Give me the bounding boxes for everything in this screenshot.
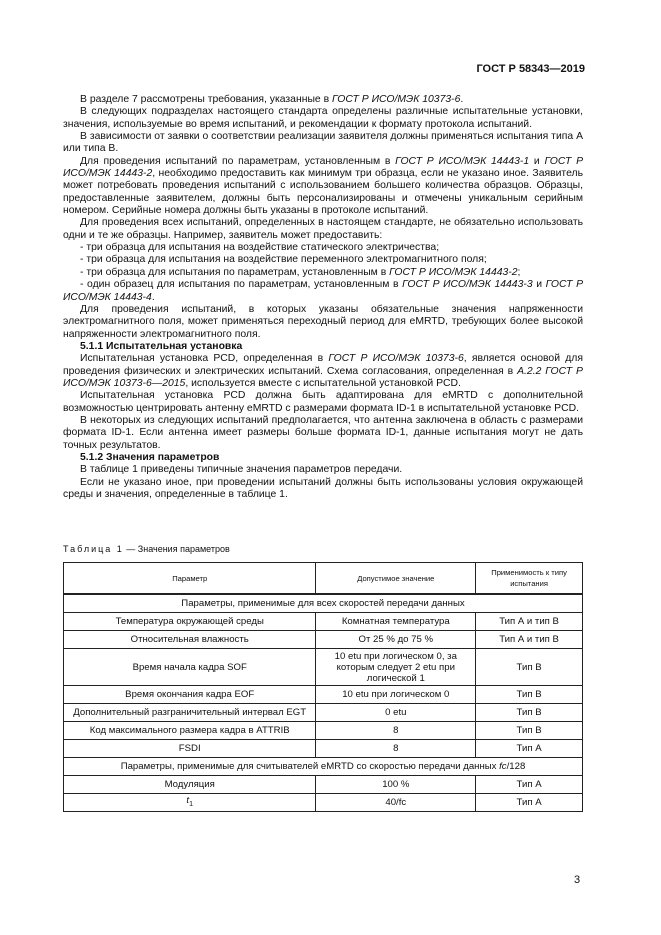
text-run: Для проведения испытаний по параметрам, установленным в [80, 155, 396, 167]
paragraph [63, 415, 583, 452]
text-run: . [460, 94, 464, 105]
text-run: . [151, 291, 155, 303]
table-row [64, 776, 583, 794]
standard-reference: А.2.2 ГОСТ Р ИСО/МЭК 10373-6—2015 [63, 365, 583, 389]
table-row [64, 740, 583, 758]
table-row [64, 722, 583, 740]
standard-reference: ГОСТ Р ИСО/МЭК 14443-1 [395, 155, 530, 167]
text-run: Испытательная установка PCD должна быть адаптирована для eMRTD с дополнительной возможностью центрировать антенну eMRTD с размерами формата ID-1 в испытательной установке PCD. [63, 390, 583, 414]
value-cell: 40/fc [316, 794, 476, 812]
paragraph [63, 94, 583, 106]
applicability-cell: Тип В [476, 704, 583, 722]
parameter-cell: Температура окружающей среды [64, 613, 316, 631]
text-run: Испытательная установка PCD, определенная в [80, 353, 329, 365]
group-heading-part: fc [499, 761, 507, 772]
paragraph [63, 267, 583, 279]
paragraphs-a [63, 94, 583, 341]
parameter-cell: Модуляция [64, 776, 316, 794]
standard-reference: ГОСТ Р ИСО/МЭК 14443-4 [63, 279, 584, 303]
text-run: Для проведения испытаний, в которых указаны обязательные значения напряженности электромагнитного поля, может применяться переходный период для eMRTD, требующих более высокой напряженности электромагнитного поля. [63, 303, 583, 340]
text-run: - три образца для испытания по параметрам, установленным в [80, 266, 390, 278]
paragraph [63, 353, 583, 390]
text-run: , используется вместе с испытательной установкой PCD. [185, 377, 461, 389]
group-heading-part: /128 [506, 761, 526, 772]
paragraph [63, 279, 583, 304]
group-heading [64, 758, 583, 776]
paragraphs-c [63, 464, 583, 501]
paragraph [63, 131, 583, 156]
section-heading-5-1-1: 5.1.1 Испытательная установка [80, 340, 243, 352]
applicability-cell: Тип А [476, 794, 583, 812]
table-caption-title: — Значения параметров [123, 544, 230, 554]
table-row [64, 613, 583, 631]
text-run: В некоторых из следующих испытаний предполагается, что антенна заключена в область с размерами формата ID-1. Если антенна имеет размеры больше формата ID-1, данные испытания могут не дать точных результатов. [63, 414, 583, 451]
value-cell: От 25 % до 75 % [316, 631, 476, 649]
table-row [64, 686, 583, 704]
standard-reference: ГОСТ Р ИСО/МЭК 10373-6 [331, 94, 461, 105]
parameter-cell: Относительная влажность [64, 631, 316, 649]
section-heading-5-1-2: 5.1.2 Значения параметров [80, 451, 220, 463]
group-heading: Параметры, применимые для всех скоростей передачи данных [64, 594, 583, 613]
parameter-cell: Время окончания кадра EOF [64, 686, 316, 704]
table-row [64, 794, 583, 812]
paragraph [63, 304, 583, 341]
body-text [63, 94, 583, 501]
text-run: Если не указано иное, при проведении испытаний должны быть использованы условия окружающей среды и значения, определенные в таблице 1. [63, 476, 583, 500]
text-run: , необходимо предоставить как минимум три образца, если не указано иное. Заявитель может потребовать проведения испытаний с использованием большего количества образцов. Образцы, предоставленные заявителем, должны быть персонализированы и отмечены уникальным серийным номером. Серийные номера должны быть указаны в протоколе испытаний. [63, 168, 583, 217]
text-run: Для проведения всех испытаний, определенных в настоящем стандарте, не обязательно использовать одни и те же образцы. Например, заявитель может предоставить: [63, 217, 583, 241]
standard-reference: ГОСТ Р ИСО/МЭК 10373-6 [328, 353, 464, 365]
parameter-cell: Дополнительный разграничительный интервал EGT [64, 704, 316, 722]
applicability-cell: Тип А [476, 776, 583, 794]
table-row [64, 649, 583, 686]
parameter-cell: Код максимального размера кадра в ATTRIB [64, 722, 316, 740]
standard-reference: ГОСТ Р ИСО/МЭК 14443-2 [389, 266, 518, 278]
paragraph [63, 477, 583, 502]
value-cell: 0 etu [316, 704, 476, 722]
parameters-table [63, 562, 583, 812]
text-run: В следующих подразделах настоящего стандарта определены различные испытательные установки, значения, используемые во время испытаний, и рекомендации к формату протокола испытаний. [63, 106, 583, 130]
paragraph [63, 242, 583, 254]
paragraphs-b [63, 353, 583, 452]
header-parameter: Параметр [64, 563, 316, 595]
text-run: В таблице 1 приведены типичные значения параметров передачи. [80, 464, 403, 476]
parameter-cell: $t_1$ [64, 794, 316, 812]
page-number: 3 [574, 874, 581, 886]
value-cell: 100 % [316, 776, 476, 794]
paragraph [63, 217, 583, 242]
table-row [64, 631, 583, 649]
table-caption-label: Таблица 1 [63, 544, 124, 554]
applicability-cell: Тип А [476, 740, 583, 758]
value-cell: 10 etu при логическом 0, за которым следует 2 etu при логической 1 [316, 649, 476, 686]
text-run: и [529, 155, 545, 167]
applicability-cell: Тип В [476, 686, 583, 704]
paragraph [63, 106, 583, 131]
header-applicability: Применимость к типу испытания [476, 563, 583, 595]
text-run: В зависимости от заявки о соответствии реализации заявителя должны применяться испытания типа А или типа В. [63, 131, 583, 155]
standard-reference: ГОСТ Р ИСО/МЭК 14443-3 [402, 279, 533, 291]
paragraph [63, 464, 583, 476]
table-group-row [64, 758, 583, 776]
value-cell: 8 [316, 722, 476, 740]
group-heading-part: Параметры, применимые для считывателей eMRTD со скоростью передачи данных [120, 761, 500, 772]
text-run: - три образца для испытания на воздействие переменного электромагнитного поля; [80, 254, 487, 266]
table-group-row [64, 594, 583, 613]
text-run: и [532, 279, 546, 291]
text-run: ; [517, 266, 521, 278]
paragraph [63, 156, 583, 218]
paragraph [63, 254, 583, 266]
value-cell: 8 [316, 740, 476, 758]
standard-reference: ГОСТ Р ИСО/МЭК 14443-2 [63, 155, 584, 180]
value-cell: 10 etu при логическом 0 [316, 686, 476, 704]
parameter-cell: Время начала кадра SOF [64, 649, 316, 686]
applicability-cell: Тип В [476, 649, 583, 686]
parameter-cell: FSDI [64, 740, 316, 758]
text-run: , является основой для проведения физических и электрических испытаний. Схема согласования, определенная в [63, 353, 583, 377]
document-id-header: ГОСТ Р 58343—2019 [476, 63, 585, 75]
header-value: Допустимое значение [316, 563, 476, 595]
text-run: - три образца для испытания на воздействие статического электричества; [80, 242, 440, 254]
value-cell: Комнатная температура [316, 613, 476, 631]
table-row [64, 704, 583, 722]
applicability-cell: Тип В [476, 722, 583, 740]
text-run: В разделе 7 рассмотрены требования, указанные в [80, 94, 332, 105]
text-run: - один образец для испытания по параметрам, установленным в [80, 279, 403, 291]
table-caption [63, 544, 230, 554]
applicability-cell: Тип А и тип В [476, 631, 583, 649]
paragraph [63, 390, 583, 415]
applicability-cell: Тип А и тип В [476, 613, 583, 631]
table-header-row [64, 563, 583, 595]
